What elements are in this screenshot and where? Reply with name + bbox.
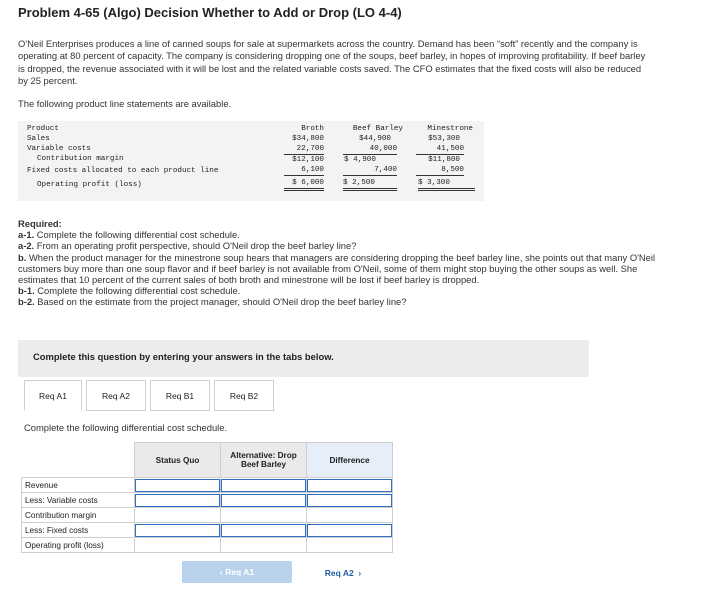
statement-value: 40,000 [343,144,397,155]
cell [135,538,221,553]
statement-value: $53,300 [428,135,460,143]
req-text: When the product manager for the minestrone soup hears that managers are considering dropping the beef barley line, she points out that many O'Neil customers buy more than one soup flavor and if beef barley is not available from O'Neil, some of them might stop buying the other soups as well. She estimates that 10 percent of the current sales of both broth and minestrone will be lost if beef barley is dropped. [18,251,656,286]
cell [221,478,307,493]
cell [135,493,221,508]
required-heading: Required: [18,218,62,229]
statement-row-label: Operating profit (loss) [37,181,142,189]
page-title: Problem 4-65 (Algo) Decision Whether to Add or Drop (LO 4-4) [18,5,402,20]
statement-value: $ 6,000 [284,178,324,191]
difference-variable-costs-input[interactable] [307,494,392,507]
cell [307,538,393,553]
column-status-quo: Status Quo [135,443,221,478]
chevron-left-icon: ‹ [219,567,226,577]
next-tab-button[interactable] [292,561,394,585]
statement-header-broth: Broth [301,125,324,133]
row-label-fixed-costs: Less: Fixed costs [22,523,135,538]
banner-text: Complete this question by entering your answers in the tabs below. [33,351,334,362]
tab-req-a1[interactable]: Req A1 [24,380,82,411]
req-text: Complete the following differential cost schedule. [34,229,240,241]
status-quo-fixed-costs-input[interactable] [135,524,220,537]
cell [221,538,307,553]
row-label-contribution-margin: Contribution margin [22,508,135,523]
difference-revenue-input[interactable] [307,479,392,492]
column-difference: Difference [307,443,393,478]
statement-value: 6,100 [284,165,324,176]
problem-intro: O'Neil Enterprises produces a line of canned soups for sale at supermarkets across the country. Demand has been “soft” recently and the company is operating at 80 percent of capacity. The company is considering dropping one of the soups, beef barley, in hopes of improving profitability. If beef barley is dropped, the revenue associated with it will be lost and the related variable costs saved. The CFO estimates that the fixed costs will also be reduced by 25 percent. [18,38,646,87]
prev-tab-button[interactable] [182,561,292,583]
cell [221,523,307,538]
cell [221,493,307,508]
req-text: Complete the following differential cost schedule. [34,285,241,297]
tab-req-b2[interactable]: Req B2 [214,380,274,411]
tab-instruction: Complete the following differential cost schedule. [24,422,228,433]
tab-req-b1[interactable]: Req B1 [150,380,210,411]
statement-row-label: Variable costs [27,145,91,153]
cell [307,508,393,523]
statement-header-minestrone: Minestrone [427,125,473,133]
cell [135,523,221,538]
row-label-operating-profit: Operating profit (loss) [22,538,135,553]
req-key: b. [18,251,27,263]
statement-header-product: Product [27,125,59,133]
alternative-fixed-costs-input[interactable] [221,524,306,537]
cell [307,523,393,538]
cell [135,508,221,523]
req-text: Based on the estimate from the project manager, should O'Neil drop the beef barley line? [34,296,407,308]
statement-row-label: Fixed costs allocated to each product line [27,167,219,175]
cell [307,493,393,508]
statement-value: $ 2,500 [343,178,397,191]
req-key: b-1. [18,285,35,297]
req-key: a-1. [18,229,35,241]
instructions-banner [18,340,589,377]
row-label-variable-costs: Less: Variable costs [22,493,135,508]
status-quo-revenue-input[interactable] [135,479,220,492]
statement-value: $ 3,300 [418,178,475,191]
next-tab-label: Req A2 [324,568,354,578]
differential-cost-schedule [21,442,393,553]
cell [135,478,221,493]
required-section [18,218,658,308]
product-line-statement [18,121,484,201]
prev-tab-label: Req A1 [225,567,255,577]
cell [221,508,307,523]
cell [307,478,393,493]
difference-fixed-costs-input[interactable] [307,524,392,537]
statement-value: $34,800 [292,135,324,143]
chevron-right-icon: › [353,568,362,578]
alternative-revenue-input[interactable] [221,479,306,492]
statement-value: 22,700 [284,144,324,155]
statement-row-label: Sales [27,135,50,143]
column-alternative-drop: Alternative: Drop Beef Barley [221,443,307,478]
req-key: b-2. [18,296,35,308]
statement-value: 8,500 [416,165,464,176]
statement-row-label: Contribution margin [37,155,124,163]
statement-value: $11,800 [428,156,460,164]
alternative-variable-costs-input[interactable] [221,494,306,507]
corner-cell [22,443,135,478]
req-text: From an operating profit perspective, should O'Neil drop the beef barley line? [34,240,357,252]
statement-value: $ 4,900 [344,156,376,164]
statement-value: $12,100 [292,156,324,164]
statement-value: 7,400 [343,165,397,176]
statement-value: $44,900 [359,135,391,143]
row-label-revenue: Revenue [22,478,135,493]
req-key: a-2. [18,240,35,252]
statement-header-beef-barley: Beef Barley [352,125,403,133]
tab-req-a2[interactable]: Req A2 [86,380,146,411]
status-quo-variable-costs-input[interactable] [135,494,220,507]
statement-value: 41,500 [416,144,464,155]
statement-intro: The following product line statements are available. [18,98,232,109]
